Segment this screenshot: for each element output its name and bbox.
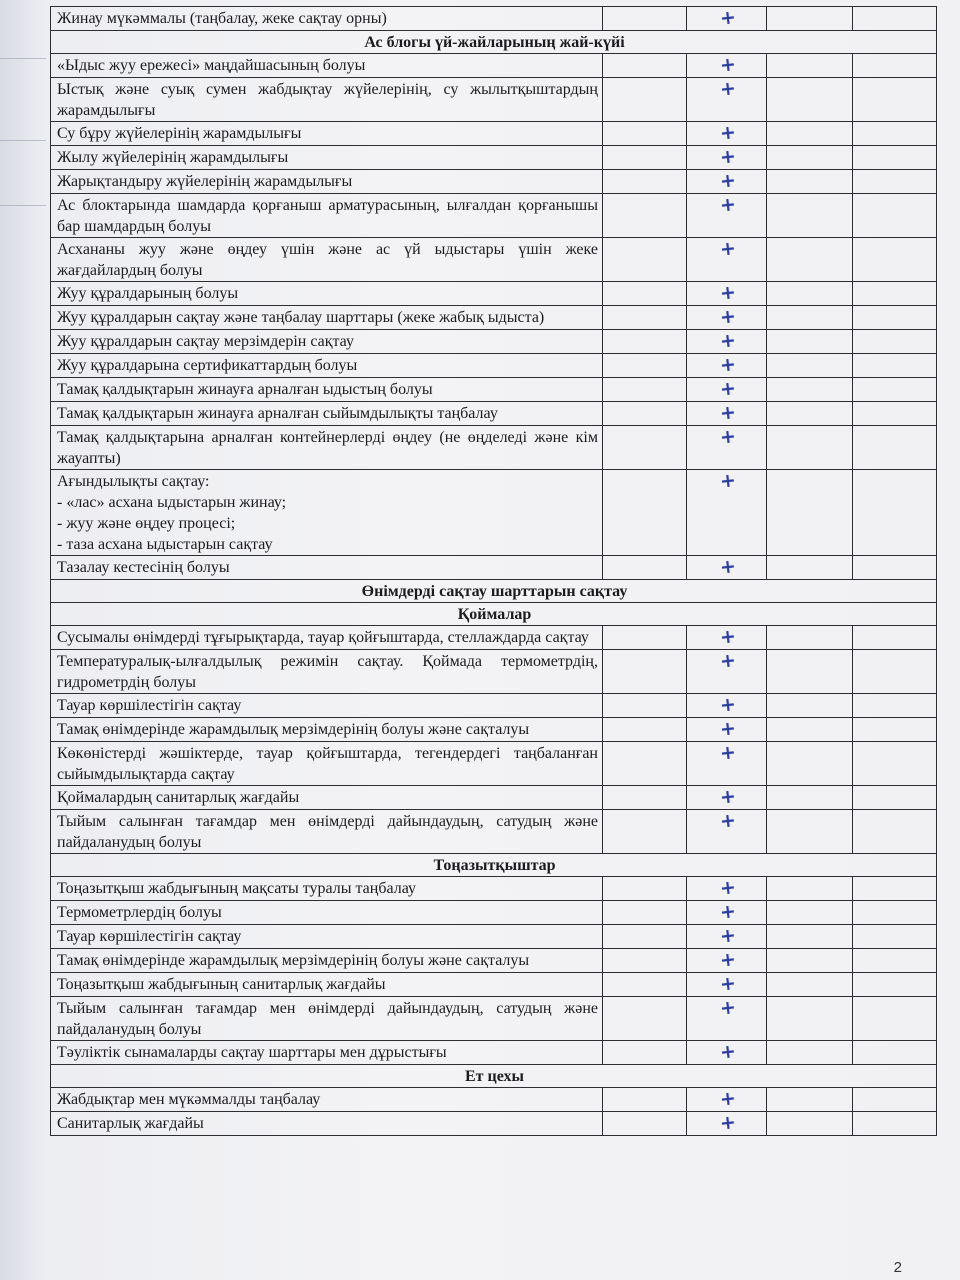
answer-cell-blank [767,54,853,78]
section-title: Ас блогы үй-жайларының жай-күйі [51,31,937,54]
compliance-mark-cell [687,949,767,973]
answer-cell-blank [853,877,937,901]
compliance-mark-cell [687,194,767,238]
answer-cell-blank [603,925,687,949]
handwritten-plus-mark: + [718,77,737,101]
answer-cell-blank [767,1088,853,1112]
checklist-row [51,238,937,282]
answer-cell-blank [767,354,853,378]
checklist-row [51,1041,937,1065]
criterion-text: Ыстық және суық сумен жабдықтау жүйелерінің, су жылытқыштардың жарамдылығы [51,78,603,122]
answer-cell-blank [603,556,687,580]
answer-cell-blank [603,949,687,973]
answer-cell-blank [767,306,853,330]
compliance-mark-cell [687,426,767,470]
section-header-row [51,31,937,54]
answer-cell-blank [853,949,937,973]
answer-cell-blank [603,742,687,786]
answer-cell-blank [767,402,853,426]
checklist-row [51,877,937,901]
compliance-mark-cell [687,1041,767,1065]
checklist-row [51,1112,937,1136]
answer-cell-blank [603,170,687,194]
handwritten-plus-mark: + [718,6,737,30]
answer-cell-blank [853,306,937,330]
answer-cell-blank [767,901,853,925]
compliance-mark-cell [687,78,767,122]
answer-cell-blank [853,354,937,378]
criterion-text: Термометрлердің болуы [51,901,603,925]
answer-cell-blank [603,78,687,122]
answer-cell-blank [853,378,937,402]
answer-cell-blank [767,810,853,854]
section-header-row [51,603,937,626]
handwritten-plus-mark: + [718,281,737,305]
criterion-text: Температуралық-ылғалдылық режимін сақтау. Қоймада термометрдің, гидрометрдің болуы [51,650,603,694]
answer-cell-blank [603,997,687,1041]
checklist-row [51,650,937,694]
checklist-row [51,306,937,330]
checklist-row [51,330,937,354]
criterion-text: Сусымалы өнімдерді тұғырықтарда, тауар қойғыштарда, стеллаждарда сақтау [51,626,603,650]
answer-cell-blank [603,901,687,925]
section-title: Ет цехы [51,1065,937,1088]
answer-cell-blank [853,194,937,238]
checklist-row [51,718,937,742]
checklist-row [51,949,937,973]
answer-cell-blank [603,786,687,810]
answer-cell-blank [853,1088,937,1112]
answer-cell-blank [853,901,937,925]
answer-cell-blank [603,54,687,78]
answer-cell-blank [853,718,937,742]
checklist-row [51,1088,937,1112]
answer-cell-blank [853,1041,937,1065]
checklist-row [51,810,937,854]
criterion-text: Тауар көршілестігін сақтау [51,694,603,718]
criterion-text: Тыйым салынған тағамдар мен өнімдерді дайындаудың, сатудың және пайдаланудың болуы [51,997,603,1041]
compliance-mark-cell [687,650,767,694]
handwritten-plus-mark: + [718,649,737,673]
compliance-mark-cell [687,718,767,742]
answer-cell-blank [853,330,937,354]
compliance-mark-cell [687,925,767,949]
checklist-row [51,378,937,402]
criterion-text: Көкөністерді жәшіктерде, тауар қойғыштарда, тегендердегі таңбаланған сыйымдылықтарда сақтау [51,742,603,786]
checklist-row [51,282,937,306]
criterion-text: Тауар көршілестігін сақтау [51,925,603,949]
compliance-mark-cell [687,170,767,194]
handwritten-plus-mark: + [718,193,737,217]
compliance-mark-cell [687,354,767,378]
answer-cell-blank [603,1088,687,1112]
handwritten-plus-mark: + [718,377,737,401]
compliance-mark-cell [687,786,767,810]
checklist-row [51,742,937,786]
checklist-row [51,7,937,31]
criterion-text: Жуу құралдарының болуы [51,282,603,306]
compliance-mark-cell [687,556,767,580]
handwritten-plus-mark: + [718,1087,737,1111]
criterion-text: Тамақ қалдықтарына арналған контейнерлерді өңдеу (не өңделеді және кім жауапты) [51,426,603,470]
answer-cell-blank [853,146,937,170]
section-header-row [51,580,937,603]
answer-cell-blank [767,194,853,238]
inspection-checklist-table [50,6,937,1136]
handwritten-plus-mark: + [718,717,737,741]
answer-cell-blank [603,1041,687,1065]
compliance-mark-cell [687,7,767,31]
criterion-text: Санитарлық жағдайы [51,1112,603,1136]
answer-cell-blank [767,1041,853,1065]
previous-page-edge [0,0,46,1280]
answer-cell-blank [603,194,687,238]
checklist-row [51,626,937,650]
compliance-mark-cell [687,306,767,330]
answer-cell-blank [767,122,853,146]
answer-cell-blank [603,810,687,854]
checklist-row [51,694,937,718]
checklist-row [51,901,937,925]
section-title: Тоңазытқыштар [51,854,937,877]
checklist-row [51,170,937,194]
handwritten-plus-mark: + [718,121,737,145]
answer-cell-blank [603,877,687,901]
criterion-text: Тамақ өнімдерінде жарамдылық мерзімдерінің болуы және сақталуы [51,949,603,973]
compliance-mark-cell [687,810,767,854]
answer-cell-blank [767,378,853,402]
handwritten-plus-mark: + [718,1111,737,1135]
answer-cell-blank [767,742,853,786]
handwritten-plus-mark: + [718,741,737,765]
answer-cell-blank [603,973,687,997]
answer-cell-blank [603,426,687,470]
answer-cell-blank [853,238,937,282]
answer-cell-blank [603,354,687,378]
handwritten-plus-mark: + [718,809,737,833]
answer-cell-blank [767,694,853,718]
compliance-mark-cell [687,470,767,556]
answer-cell-blank [767,949,853,973]
compliance-mark-cell [687,146,767,170]
checklist-row [51,402,937,426]
compliance-mark-cell [687,378,767,402]
checklist-row [51,122,937,146]
answer-cell-blank [853,7,937,31]
answer-cell-blank [603,7,687,31]
compliance-mark-cell [687,402,767,426]
checklist-row [51,786,937,810]
answer-cell-blank [853,54,937,78]
answer-cell-blank [853,1112,937,1136]
handwritten-plus-mark: + [718,900,737,924]
answer-cell-blank [853,78,937,122]
checklist-row [51,354,937,378]
checklist-row [51,54,937,78]
answer-cell-blank [767,426,853,470]
checklist-row [51,426,937,470]
answer-cell-blank [603,146,687,170]
answer-cell-blank [767,925,853,949]
handwritten-plus-mark: + [718,1040,737,1064]
criterion-text: «Ыдыс жуу ережесі» маңдайшасының болуы [51,54,603,78]
answer-cell-blank [767,718,853,742]
answer-cell-blank [603,718,687,742]
handwritten-plus-mark: + [718,53,737,77]
answer-cell-blank [853,694,937,718]
handwritten-plus-mark: + [718,469,737,493]
criterion-text: Жабдықтар мен мүкәммалды таңбалау [51,1088,603,1112]
answer-cell-blank [853,973,937,997]
compliance-mark-cell [687,54,767,78]
criterion-text: Жуу құралдарына сертификаттардың болуы [51,354,603,378]
answer-cell-blank [853,925,937,949]
answer-cell-blank [853,786,937,810]
handwritten-plus-mark: + [718,876,737,900]
answer-cell-blank [603,306,687,330]
handwritten-plus-mark: + [718,425,737,449]
handwritten-plus-mark: + [718,353,737,377]
answer-cell-blank [603,694,687,718]
checklist-row [51,470,937,556]
answer-cell-blank [767,330,853,354]
criterion-text: Ағындылықты сақтау: - «лас» асхана ыдыстарын жинау; - жуу және өңдеу процесі; - таза асхана ыдыстарын сақтау [51,470,603,556]
checklist-row [51,556,937,580]
handwritten-plus-mark: + [718,785,737,809]
criterion-text: Тоңазытқыш жабдығының мақсаты туралы таңбалау [51,877,603,901]
answer-cell-blank [767,146,853,170]
checklist-row [51,146,937,170]
criterion-text: Жуу құралдарын сақтау мерзімдерін сақтау [51,330,603,354]
criterion-text: Тамақ қалдықтарын жинауға арналған ыдыстың болуы [51,378,603,402]
compliance-mark-cell [687,694,767,718]
handwritten-plus-mark: + [718,169,737,193]
answer-cell-blank [767,786,853,810]
criterion-text: Жуу құралдарын сақтау және таңбалау шарттары (жеке жабық ыдыста) [51,306,603,330]
criterion-text: Асхананы жуу және өңдеу үшін және ас үй ыдыстары үшін жеке жағдайлардың болуы [51,238,603,282]
section-title: Өнімдерді сақтау шарттарын сақтау [51,580,937,603]
answer-cell-blank [603,470,687,556]
handwritten-plus-mark: + [718,625,737,649]
answer-cell-blank [767,973,853,997]
answer-cell-blank [853,426,937,470]
criterion-text: Тамақ қалдықтарын жинауға арналған сыйымдылықты таңбалау [51,402,603,426]
criterion-text: Тазалау кестесінің болуы [51,556,603,580]
answer-cell-blank [603,626,687,650]
answer-cell-blank [603,378,687,402]
answer-cell-blank [767,650,853,694]
handwritten-plus-mark: + [718,948,737,972]
compliance-mark-cell [687,973,767,997]
handwritten-plus-mark: + [718,972,737,996]
answer-cell-blank [767,470,853,556]
compliance-mark-cell [687,997,767,1041]
handwritten-plus-mark: + [718,329,737,353]
criterion-text: Тоңазытқыш жабдығының санитарлық жағдайы [51,973,603,997]
compliance-mark-cell [687,742,767,786]
compliance-mark-cell [687,877,767,901]
compliance-mark-cell [687,282,767,306]
compliance-mark-cell [687,626,767,650]
answer-cell-blank [853,742,937,786]
answer-cell-blank [603,330,687,354]
answer-cell-blank [767,556,853,580]
answer-cell-blank [767,170,853,194]
answer-cell-blank [853,810,937,854]
answer-cell-blank [853,626,937,650]
checklist-row [51,925,937,949]
compliance-mark-cell [687,901,767,925]
criterion-text: Тыйым салынған тағамдар мен өнімдерді дайындаудың, сатудың және пайдаланудың болуы [51,810,603,854]
answer-cell-blank [603,282,687,306]
checklist-row [51,194,937,238]
compliance-mark-cell [687,1112,767,1136]
answer-cell-blank [767,7,853,31]
handwritten-plus-mark: + [718,305,737,329]
answer-cell-blank [603,1112,687,1136]
answer-cell-blank [853,402,937,426]
criterion-text: Тәуліктік сынамаларды сақтау шарттары мен дұрыстығы [51,1041,603,1065]
answer-cell-blank [853,122,937,146]
checklist-row [51,973,937,997]
handwritten-plus-mark: + [718,555,737,579]
answer-cell-blank [853,170,937,194]
answer-cell-blank [853,997,937,1041]
answer-cell-blank [853,470,937,556]
handwritten-plus-mark: + [718,693,737,717]
checklist-row [51,78,937,122]
section-header-row [51,854,937,877]
answer-cell-blank [767,626,853,650]
answer-cell-blank [767,997,853,1041]
answer-cell-blank [767,78,853,122]
section-header-row [51,1065,937,1088]
criterion-text: Су бұру жүйелерінің жарамдылығы [51,122,603,146]
criterion-text: Ас блоктарында шамдарда қорғаныш арматурасының, ылғалдан қорғанышы бар шамдардың болуы [51,194,603,238]
compliance-mark-cell [687,238,767,282]
answer-cell-blank [767,1112,853,1136]
compliance-mark-cell [687,330,767,354]
compliance-mark-cell [687,122,767,146]
handwritten-plus-mark: + [718,924,737,948]
criterion-text: Жинау мүкәммалы (таңбалау, жеке сақтау орны) [51,7,603,31]
answer-cell-blank [603,402,687,426]
criterion-text: Тамақ өнімдерінде жарамдылық мерзімдерінің болуы және сақталуы [51,718,603,742]
handwritten-plus-mark: + [718,237,737,261]
answer-cell-blank [767,238,853,282]
criterion-text: Жарықтандыру жүйелерінің жарамдылығы [51,170,603,194]
section-title: Қоймалар [51,603,937,626]
answer-cell-blank [767,282,853,306]
answer-cell-blank [603,122,687,146]
answer-cell-blank [603,650,687,694]
page-number: 2 [893,1259,902,1276]
answer-cell-blank [853,650,937,694]
handwritten-plus-mark: + [718,401,737,425]
answer-cell-blank [767,877,853,901]
handwritten-plus-mark: + [718,996,737,1020]
answer-cell-blank [603,238,687,282]
criterion-text: Жылу жүйелерінің жарамдылығы [51,146,603,170]
handwritten-plus-mark: + [718,145,737,169]
criterion-text: Қоймалардың санитарлық жағдайы [51,786,603,810]
checklist-row [51,997,937,1041]
answer-cell-blank [853,556,937,580]
answer-cell-blank [853,282,937,306]
compliance-mark-cell [687,1088,767,1112]
